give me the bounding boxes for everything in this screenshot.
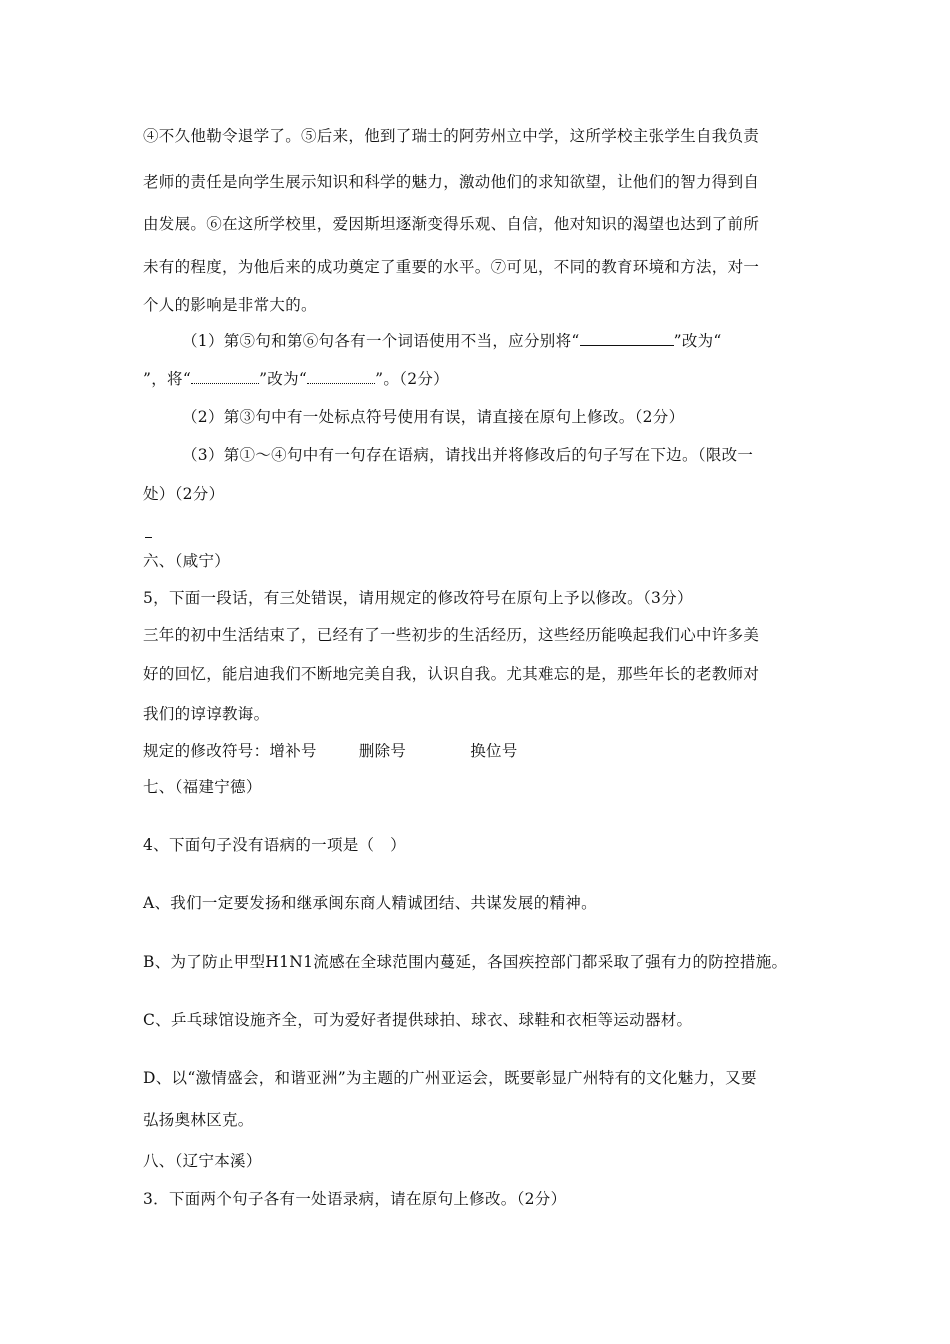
question-text: ”改为“: [259, 370, 308, 388]
option-a: A、我们一定要发扬和继承闽东商人精诚团结、共谋发展的精神。: [143, 894, 597, 912]
question-text: ”，将“: [143, 370, 192, 388]
answer-blank[interactable]: [307, 369, 375, 384]
paragraph-line: 未有的程度，为他后来的成功奠定了重要的水平。⑦可见，不同的教育环境和方法，对一: [143, 258, 760, 276]
paragraph-line: 老师的责任是向学生展示知识和科学的魅力，激动他们的求知欲望，让他们的智力得到自: [143, 173, 760, 191]
option-d: D、以“激情盛会，和谐亚洲”为主题的广州亚运会，既要彰显广州特有的文化魅力，又要: [143, 1069, 757, 1087]
question-3-line: （3）第①～④句中有一句存在语病，请找出并将修改后的句子写在下边。（限改一: [182, 446, 754, 464]
option-b: B、为了防止甲型H1N1流感在全球范围内蔓延，各国疾控部门都采取了强有力的防控措施。: [143, 953, 788, 971]
answer-line-mark: [145, 537, 152, 538]
passage-line: 我们的谆谆教诲。: [143, 705, 270, 723]
question-1-line-1: [182, 331, 852, 351]
option-c: C、乒乓球馆设施齐全，可为爱好者提供球拍、球衣、球鞋和衣柜等运动器材。: [143, 1011, 693, 1029]
paragraph-line: 由发展。⑥在这所学校里，爱因斯坦逐渐变得乐观、自信，他对知识的渴望也达到了前所: [143, 215, 760, 233]
symbol-delete: 删除号: [358, 742, 407, 760]
question-text: 5，下面一段话，有三处错误，请用规定的修改符号在原句上予以修改。（3分）: [143, 589, 693, 607]
option-d-continued: 弘扬奥林区克。: [143, 1111, 254, 1129]
section-heading: 六、（咸宁）: [143, 552, 231, 570]
symbols-label: 规定的修改符号：增补号: [143, 742, 317, 760]
question-2: （2）第③句中有一处标点符号使用有误，请直接在原句上修改。（2分）: [182, 408, 685, 426]
symbols-line: [143, 741, 813, 761]
paragraph-line: ④不久他勒令退学了。⑤后来，他到了瑞士的阿劳州立中学，这所学校主张学生自我负责: [143, 127, 760, 145]
symbol-swap: 换位号: [470, 742, 518, 760]
answer-blank[interactable]: [580, 331, 674, 346]
question-text: ”。（2分）: [375, 370, 449, 388]
question-text: ”改为“: [673, 332, 722, 350]
passage-line: 好的回忆，能启迪我们不断地完美自我，认识自我。尤其难忘的是，那些年长的老教师对: [143, 665, 760, 683]
question-text: 4、下面句子没有语病的一项是（ ）: [143, 836, 406, 854]
question-3-line: 处）（2分）: [143, 485, 225, 503]
question-text: （1）第⑤句和第⑥句各有一个词语使用不当，应分别将“: [182, 332, 580, 350]
question-1-line-2: [143, 369, 813, 389]
paragraph-line: 个人的影响是非常大的。: [143, 296, 317, 314]
question-text: 3．下面两个句子各有一处语录病，请在原句上修改。（2分）: [143, 1190, 567, 1208]
section-heading: 八、（辽宁本溪）: [143, 1152, 262, 1170]
passage-line: 三年的初中生活结束了，已经有了一些初步的生活经历，这些经历能唤起我们心中许多美: [143, 626, 760, 644]
answer-blank[interactable]: [191, 369, 259, 384]
section-heading: 七、（福建宁德）: [143, 778, 262, 796]
